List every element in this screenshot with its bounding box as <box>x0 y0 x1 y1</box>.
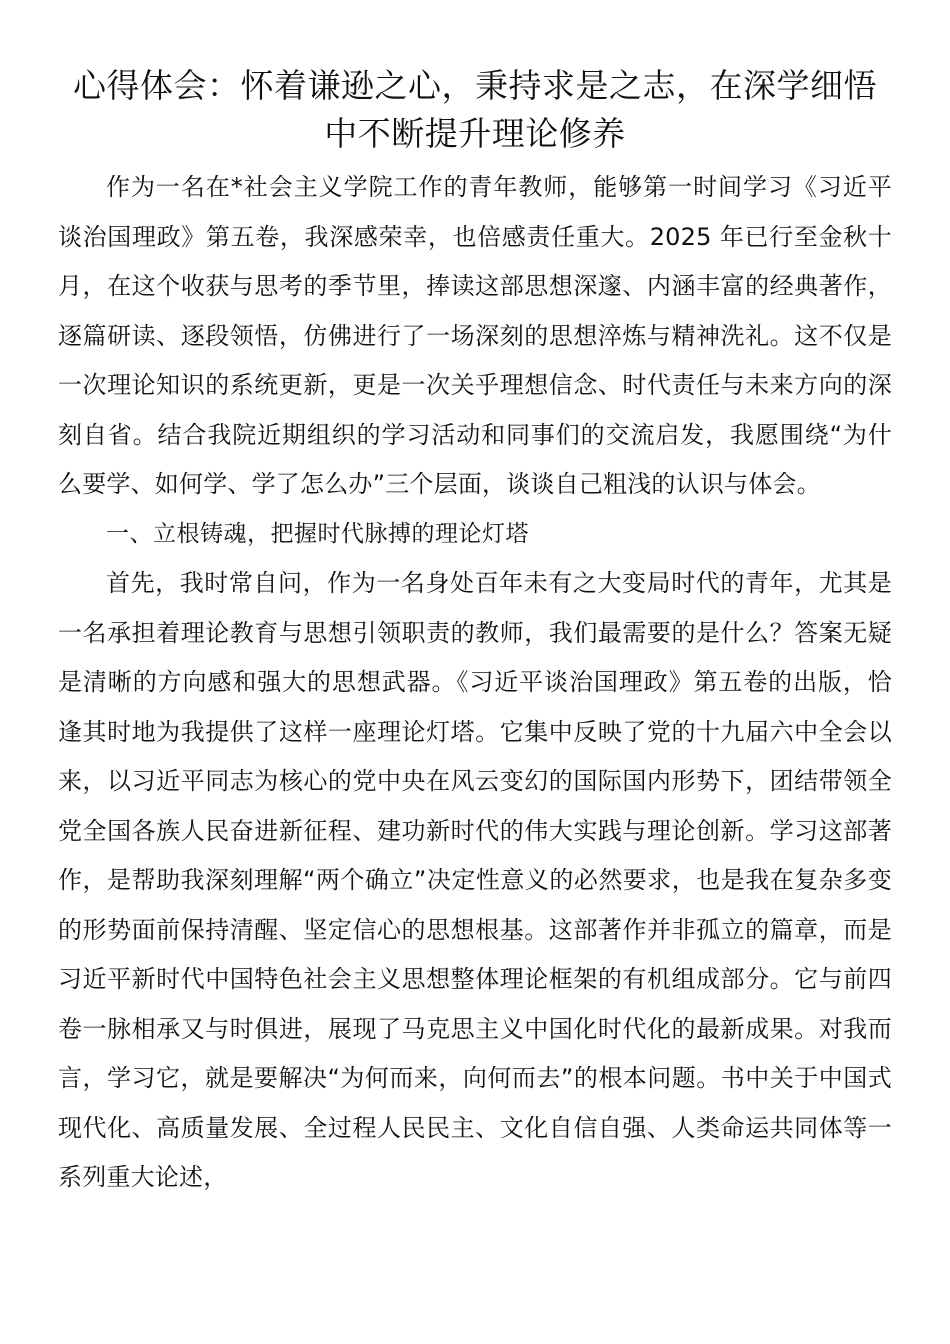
document-title: 心得体会：怀着谦逊之心，秉持求是之志，在深学细悟中不断提升理论修养 <box>73 66 877 153</box>
section-heading: 一、立根铸魂，把握时代脉搏的理论灯塔 <box>106 520 529 547</box>
section-paragraph: 首先，我时常自问，作为一名身处百年未有之大变局时代的青年，尤其是一名承担着理论教育与思想引领职责的教师，我们最需要的是什么？答案无疑是清晰的方向感和强大的思想武器。《习近平谈治国理政》第五卷的出版，恰逢其时地为我提供了这样一座理论灯塔。它集中反映了党的十九届六中全会以来，以习近平同志为核心的党中央在风云变幻的国际国内形势下，团结带领全党全国各族人民奋进新征程、建功新时代的伟大实践与理论创新。学习这部著作，是帮助我深刻理解“两个确立”决定性意义的必然要求，也是我在复杂多变的形势面前保持清醒、坚定信心的思想根基。这部著作并非孤立的篇章，而是习近平新时代中国特色社会主义思想整体理论框架的有机组成部分。它与前四卷一脉相承又与时俱进，展现了马克思主义中国化时代化的最新成果。对我而言，学习它，就是要解决“为何而来，向何而去”的根本问题。书中关于中国式现代化、高质量发展、全过程人民民主、文化自信自强、人类命运共同体等一系列重大论述， <box>58 569 892 1191</box>
document-body <box>58 163 892 1203</box>
intro-paragraph: 作为一名在*社会主义学院工作的青年教师，能够第一时间学习《习近平谈治国理政》第五卷，我深感荣幸，也倍感责任重大。2025 年已行至金秋十月，在这个收获与思考的季节里，捧读这部思想深邃、内涵丰富的经典著作，逐篇研读、逐段领悟，仿佛进行了一场深刻的思想淬炼与精神洗礼。这不仅是一次理论知识的系统更新，更是一次关乎理想信念、时代责任与未来方向的深刻自省。结合我院近期组织的学习活动和同事们的交流启发，我愿围绕“为什么要学、如何学、学了怎么办”三个层面，谈谈自己粗浅的认识与体会。 <box>58 173 892 498</box>
